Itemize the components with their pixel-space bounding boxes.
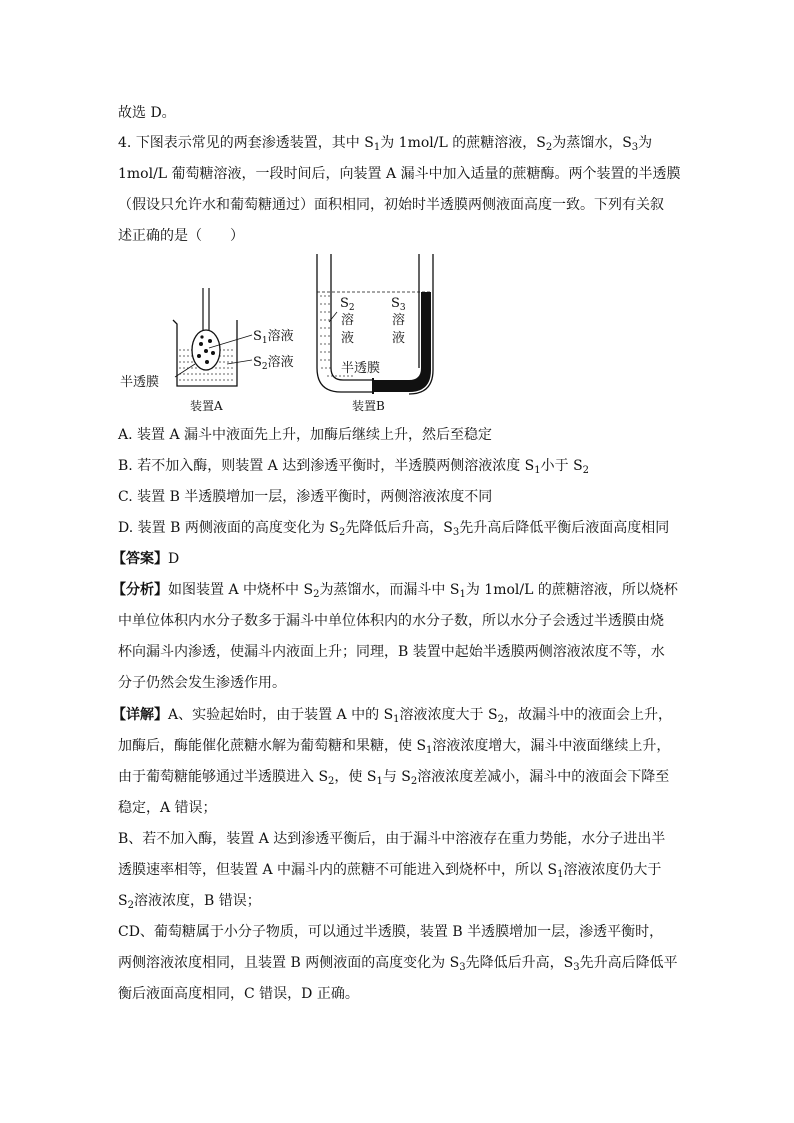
analysis-line-3: 杯向漏斗内渗透，使漏斗内液面上升；同理，B 装置中起始半透膜两侧溶液浓度不等，水 bbox=[118, 644, 665, 660]
answer-value: D bbox=[168, 551, 180, 567]
option-text: 先降低后升高，S bbox=[345, 520, 453, 536]
detail-text: ，使 S bbox=[334, 769, 377, 785]
analysis-text: 为蒸馏水，而漏斗中 S bbox=[319, 582, 460, 598]
detail-line-7 bbox=[118, 891, 261, 916]
detail-text: S bbox=[118, 893, 128, 909]
detail-text: 先降低后升高，S bbox=[465, 955, 574, 971]
subscript: 2 bbox=[127, 900, 134, 911]
option-d bbox=[118, 518, 669, 543]
detail-line-5: B、若不加入酶，装置 A 达到渗透平衡后，由于漏斗中溶液存在重力势能，水分子进出半 bbox=[118, 831, 666, 847]
label-s1-solution: $S_1$溶液 bbox=[253, 329, 294, 346]
option-a: A. 装置 A 漏斗中液面先上升，加酶后继续上升，然后至稳定 bbox=[118, 427, 493, 443]
prev-answer: 故选 D。 bbox=[118, 105, 176, 121]
detail-line-8: CD、葡萄糖属于小分子物质，可以通过半透膜，装置 B 半透膜增加一层，渗透平衡时， bbox=[118, 924, 664, 940]
detail-line-4: 稳定，A 错误； bbox=[118, 800, 217, 816]
question-number: 4. bbox=[118, 135, 132, 151]
answer-line bbox=[112, 549, 179, 569]
subscript: 2 bbox=[582, 465, 590, 476]
osmosis-apparatus-figure bbox=[115, 252, 445, 417]
detail-label: 【详解】 bbox=[112, 707, 168, 723]
detail-text: 溶液浓度大于 S bbox=[399, 707, 498, 723]
question-line-1 bbox=[118, 133, 652, 158]
device-a bbox=[120, 288, 294, 413]
subscript: 2 bbox=[497, 714, 504, 725]
subscript: 3 bbox=[573, 962, 580, 973]
detail-text: 与 S bbox=[382, 769, 411, 785]
analysis-text: 如图装置 A 中烧杯中 S bbox=[168, 582, 314, 598]
question-line-4: 述正确的是（ ） bbox=[118, 228, 244, 244]
detail-text: A、实验起始时，由于装置 A 中的 S bbox=[168, 707, 394, 723]
analysis-line-4: 分子仍然会发生渗透作用。 bbox=[118, 675, 286, 691]
option-text: D. 装置 B 两侧液面的高度变化为 S bbox=[118, 520, 339, 536]
subscript: 1 bbox=[557, 869, 564, 880]
question-line-2: 1mol/L 葡萄糖溶液，一段时间后，向装置 A 漏斗中加入适量的蔗糖酶。两个装置的半透膜 bbox=[118, 166, 681, 182]
label-s3-char1: 溶 bbox=[392, 313, 406, 328]
detail-line-3 bbox=[118, 767, 669, 792]
subscript: 1 bbox=[534, 465, 541, 476]
caption-device-b: 装置B bbox=[352, 399, 385, 413]
answer-label: 【答案】 bbox=[112, 551, 168, 567]
detail-line-1 bbox=[112, 705, 672, 730]
detail-text: 透膜速率相等，但装置 A 中漏斗内的蔗糖不可能进入到烧杯中，所以 S bbox=[118, 862, 558, 878]
detail-text: 溶液浓度，B 错误； bbox=[133, 893, 261, 909]
label-s2: $S_2$ bbox=[340, 296, 355, 313]
subscript: 1 bbox=[373, 142, 381, 153]
detail-text: 由于葡萄糖能够通过半透膜进入 S bbox=[118, 769, 329, 785]
label-s3-char2: 液 bbox=[392, 331, 406, 346]
label-membrane-a: 半透膜 bbox=[120, 375, 160, 390]
subscript: 3 bbox=[459, 962, 466, 973]
label-membrane-b: 半透膜 bbox=[341, 361, 381, 376]
detail-line-6 bbox=[118, 860, 661, 885]
detail-text: ，故漏斗中的液面会上升， bbox=[503, 707, 672, 723]
subscript: 2 bbox=[545, 142, 553, 153]
question-text: 下图表示常见的两套渗透装置，其中 S bbox=[135, 135, 374, 151]
detail-text: 两侧溶液浓度相同，且装置 B 两侧液面的高度变化为 S bbox=[118, 955, 460, 971]
option-text: B. 若不加入酶，则装置 A 达到渗透平衡时，半透膜两侧溶液浓度 S bbox=[118, 458, 535, 474]
detail-text: 溶液浓度仍大于 bbox=[563, 862, 662, 878]
subscript: 1 bbox=[393, 714, 400, 725]
label-s3: $S_3$ bbox=[391, 296, 406, 313]
subscript: 1 bbox=[376, 776, 383, 787]
option-c: C. 装置 B 半透膜增加一层，渗透平衡时，两侧溶液浓度不同 bbox=[118, 489, 493, 505]
detail-text: 溶液浓度差减小，漏斗中的液面会下降至 bbox=[417, 769, 670, 785]
device-b bbox=[317, 254, 433, 413]
analysis-label: 【分析】 bbox=[112, 582, 168, 598]
subscript: 2 bbox=[338, 527, 346, 538]
label-s2-solution: $S_2$溶液 bbox=[253, 355, 294, 372]
question-text: 为蒸馏水，S bbox=[552, 135, 632, 151]
detail-line-10: 衡后液面高度相同，C 错误，D 正确。 bbox=[118, 986, 359, 1002]
analysis-line-1 bbox=[112, 580, 678, 605]
caption-device-a: 装置A bbox=[190, 399, 223, 413]
analysis-line-2: 中单位体积内水分子数多于漏斗中单位体积内的水分子数，所以水分子会透过半透膜由烧 bbox=[118, 613, 664, 629]
question-text: 为 bbox=[638, 135, 653, 151]
label-s2-char2: 液 bbox=[341, 331, 355, 346]
detail-text: 先升高后降低平 bbox=[579, 955, 678, 971]
question-text: 为 1mol/L 的蔗糖溶液，S bbox=[380, 135, 546, 151]
analysis-text: 为 1mol/L 的蔗糖溶液，所以烧杯 bbox=[465, 582, 678, 598]
detail-line-9 bbox=[118, 953, 678, 978]
option-b bbox=[118, 456, 589, 481]
subscript: 2 bbox=[328, 776, 335, 787]
detail-line-2 bbox=[118, 736, 670, 761]
subscript: 2 bbox=[410, 776, 418, 787]
label-s2-char1: 溶 bbox=[341, 313, 355, 328]
subscript: 3 bbox=[452, 527, 460, 538]
subscript: 2 bbox=[313, 589, 320, 600]
option-text: 先升高后降低平衡后液面高度相同 bbox=[459, 520, 670, 536]
subscript: 3 bbox=[631, 142, 639, 153]
subscript: 1 bbox=[459, 589, 466, 600]
detail-text: 溶液浓度增大，漏斗中液面继续上升， bbox=[432, 738, 671, 754]
question-line-3: （假设只允许水和葡萄糖通过）面积相同，初始时半透膜两侧液面高度一致。下列有关叙 bbox=[118, 197, 664, 213]
subscript: 1 bbox=[426, 745, 433, 756]
detail-text: 加酶后，酶能催化蔗糖水解为葡萄糖和果糖，使 S bbox=[118, 738, 427, 754]
option-text: 小于 S bbox=[540, 458, 583, 474]
